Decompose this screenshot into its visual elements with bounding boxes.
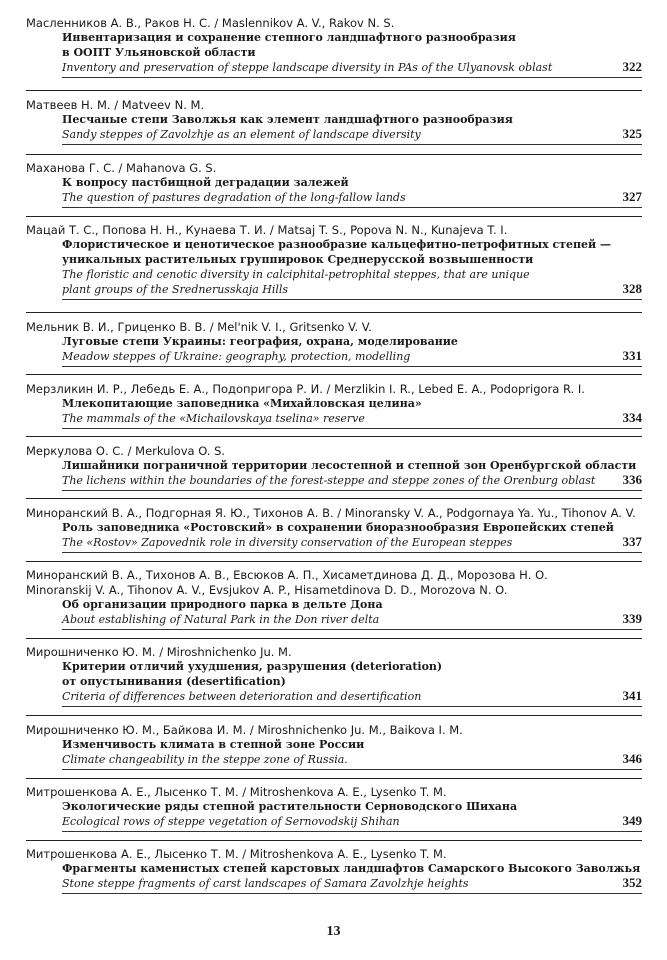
entry-underline xyxy=(62,769,642,770)
entry-title-english: Ecological rows of steppe vegetation of Sernovodskij Shihan xyxy=(62,815,400,828)
entry-title-russian: Флористическое и ценотическое разнообразие кальцефитно-петрофитных степей — xyxy=(62,238,612,251)
entry-title-russian: Инвентаризация и сохранение степного ландшафтного разнообразия xyxy=(62,31,516,44)
entry-separator xyxy=(26,498,642,499)
entry-page-number: 336 xyxy=(622,472,642,487)
entry-title-russian: Об организации природного парка в дельте Дона xyxy=(62,598,383,611)
entry-underline xyxy=(62,299,642,300)
entry-title-english: Inventory and preservation of steppe landscape diversity in PAs of the Ulyanovsk oblast xyxy=(62,61,553,74)
entry-authors: Митрошенкова А. Е., Лысенко Т. М. / Mitroshenkova A. E., Lysenko T. M. xyxy=(26,785,447,799)
entry-page-number: 341 xyxy=(622,688,642,703)
entry-separator xyxy=(26,778,642,779)
entry-title-english: The «Rostov» Zapovednik role in diversity conservation of the European steppes xyxy=(62,536,513,549)
entry-page-number: 346 xyxy=(622,751,642,766)
entry-title-russian: Песчаные степи Заволжья как элемент ландшафтного разнообразия xyxy=(62,113,513,126)
entry-separator xyxy=(26,154,642,155)
entry-page-number: 349 xyxy=(622,813,642,828)
entry-page-number: 325 xyxy=(622,126,642,141)
entry-title-russian: Млекопитающие заповедника «Михайловская целина» xyxy=(62,397,422,410)
entry-authors: Мирошниченко Ю. М., Байкова И. М. / Miroshnichenko Ju. M., Baikova I. M. xyxy=(26,723,463,737)
entry-page-number: 322 xyxy=(622,59,642,74)
entry-underline xyxy=(62,144,642,145)
entry-page-number: 352 xyxy=(622,875,642,890)
entry-title-russian: Роль заповедника «Ростовский» в сохранении биоразнообразия Европейских степей xyxy=(62,521,614,534)
entry-separator xyxy=(26,561,642,562)
entry-authors: Минoранский В. А., Подгорная Я. Ю., Тихонов А. В. / Minoransky V. A., Podgornaya Ya. Yu., Tihonov A. V. xyxy=(26,506,636,520)
entry-underline xyxy=(62,207,642,208)
entry-underline xyxy=(62,629,642,630)
entry-authors: Мирошниченко Ю. М. / Miroshnichenko Ju. M. xyxy=(26,645,292,659)
entry-title-english: Stone steppe fragments of carst landscapes of Samara Zavolzhje heights xyxy=(62,877,469,890)
entry-separator xyxy=(26,312,642,313)
entry-title-english: Climate changeability in the steppe zone of Russia. xyxy=(62,753,348,766)
entry-authors-latin: Minoranskij V. A., Tihonov A. V., Evsjukov A. P., Hisametdinova D. D., Morozova N. O. xyxy=(26,583,508,597)
entry-separator xyxy=(26,216,642,217)
entry-title-english: The mammals of the «Michailovskaya tselina» reserve xyxy=(62,412,365,425)
entry-title-russian: Фрагменты каменистых степей карстовых ландшафтов Самарского Высокого Заволжья xyxy=(62,862,641,875)
entry-underline xyxy=(62,706,642,707)
entry-title-english: plant groups of the Srednerusskaja Hills xyxy=(62,283,289,296)
entry-underline xyxy=(62,428,642,429)
entry-title-russian: в ООПТ Ульяновской области xyxy=(62,46,256,59)
entry-underline xyxy=(62,366,642,367)
entry-title-english: Criteria of differences between deterioration and desertification xyxy=(62,690,422,703)
entry-separator xyxy=(26,840,642,841)
entry-separator xyxy=(26,436,642,437)
entry-page-number: 327 xyxy=(622,189,642,204)
entry-underline xyxy=(62,893,642,894)
entry-title-russian: от опустынивания (desertification) xyxy=(62,675,286,688)
entry-title-english: The lichens within the boundaries of the forest-steppe and steppe zones of the Orenburg oblast xyxy=(62,474,596,487)
entry-title-russian: К вопросу пастбищной деградации залежей xyxy=(62,176,349,189)
entry-page-number: 337 xyxy=(622,534,642,549)
entry-authors: Мерзликин И. Р., Лебедь Е. А., Подопригора Р. И. / Merzlikin I. R., Lebed E. A., Podoprigora R. I. xyxy=(26,382,585,396)
entry-title-english: Meadow steppes of Ukraine: geography, protection, modelling xyxy=(62,350,411,363)
entry-title-english: The floristic and cenotic diversity in calciphital-petrophital steppes, that are unique xyxy=(62,268,530,281)
entry-separator xyxy=(26,715,642,716)
entry-underline xyxy=(62,552,642,553)
page-number: 13 xyxy=(326,924,341,939)
entry-underline xyxy=(62,490,642,491)
entry-title-russian: уникальных растительных группировок Среднерусской возвышенности xyxy=(62,253,534,266)
entry-authors: Мельник В. И., Гриценко В. В. / Mel'nik V. I., Gritsenko V. V. xyxy=(26,320,372,334)
entry-authors: Матвеев Н. М. / Matveev N. M. xyxy=(26,98,205,112)
entry-page-number: 334 xyxy=(622,410,642,425)
entry-title-english: The question of pastures degradation of the long-fallow lands xyxy=(62,191,406,204)
entry-title-russian: Критерии отличий ухудшения, разрушения (deterioration) xyxy=(62,660,443,673)
entry-separator xyxy=(26,638,642,639)
entry-authors: Мацай Т. С., Попова Н. Н., Кунаева Т. И. / Matsaj T. S., Popova N. N., Kunajeva T. I. xyxy=(26,223,508,237)
entry-authors: Меркулова О. С. / Merkulova O. S. xyxy=(26,444,226,458)
entry-title-russian: Экологические ряды степной растительности Серноводского Шихана xyxy=(62,800,518,813)
entry-page-number: 339 xyxy=(622,611,642,626)
entry-title-russian: Луговые степи Украины: география, охрана, моделирование xyxy=(62,335,458,348)
entry-underline xyxy=(62,831,642,832)
entry-authors: Маханова Г. С. / Mahanova G. S. xyxy=(26,161,217,175)
entry-page-number: 328 xyxy=(622,281,642,296)
entry-title-russian: Лишайники пограничной территории лесостепной и степной зон Оренбургской области xyxy=(62,459,637,472)
entry-title-russian: Изменчивость климата в степной зоне России xyxy=(62,738,365,751)
entry-authors: Минoранский В. А., Тихонов А. В., Евсюков А. П., Хисаметдинова Д. Д., Морозова Н. О. xyxy=(26,568,548,582)
entry-authors: Масленников А. В., Раков Н. С. / Maslennikov A. V., Rakov N. S. xyxy=(26,16,395,30)
entry-title-english: Sandy steppes of Zavolzhje as an element of landscape diversity xyxy=(62,128,421,141)
entry-separator xyxy=(26,90,642,91)
entry-page-number: 331 xyxy=(622,348,642,363)
entry-separator xyxy=(26,374,642,375)
entry-underline xyxy=(62,77,642,78)
entry-title-english: About establishing of Natural Park in the Don river delta xyxy=(62,613,380,626)
entry-authors: Митрошенкова А. Е., Лысенко Т. М. / Mitroshenkova A. E., Lysenko T. M. xyxy=(26,847,447,861)
